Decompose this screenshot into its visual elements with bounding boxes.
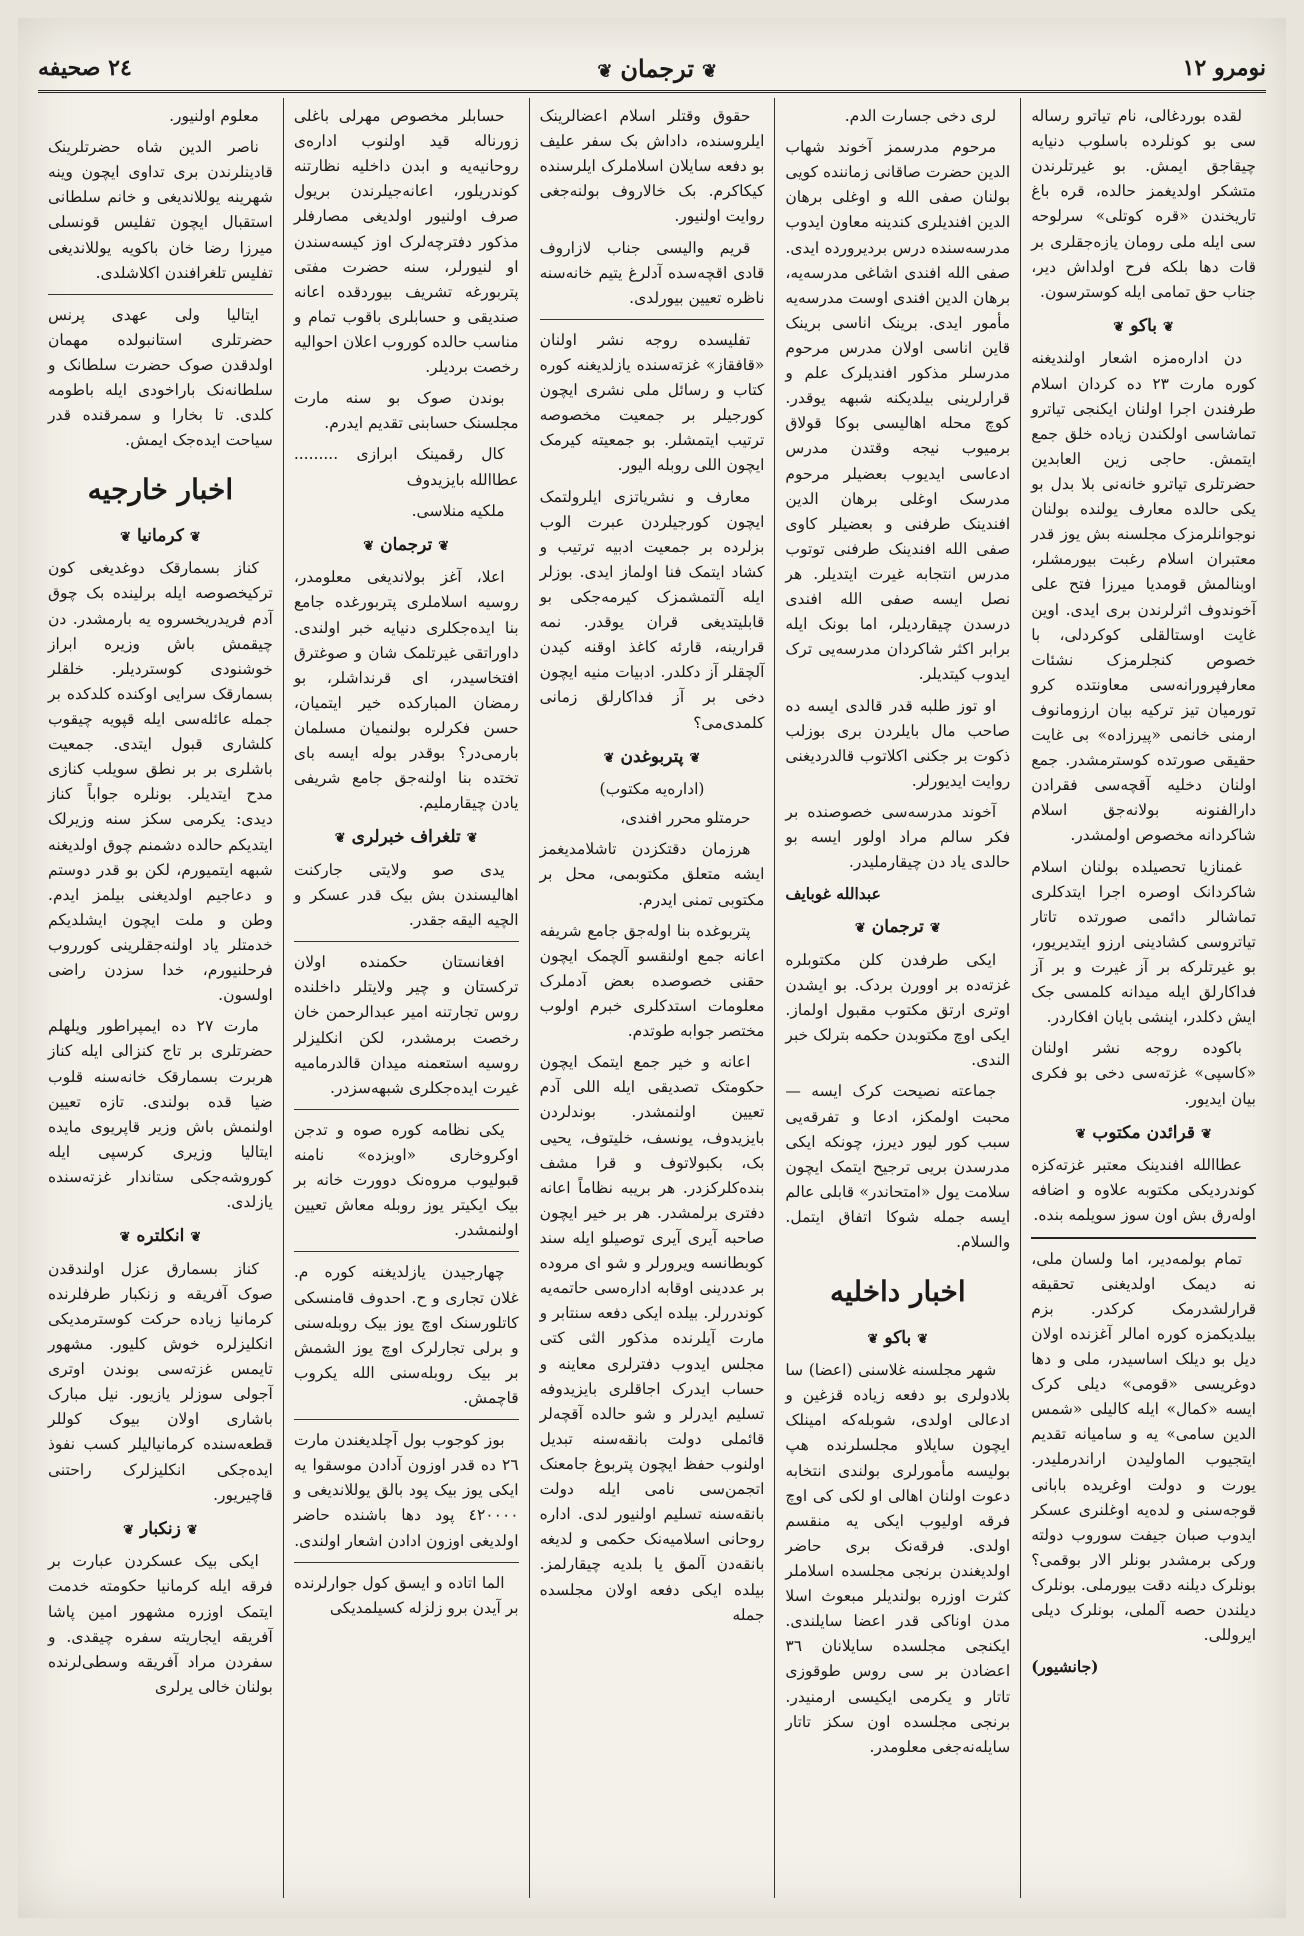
paragraph: مارت ٢٧ ده ایمپراطور ویلهلم حضرتلری بر تاج کنزالی ایله کناز هربرت بسمارقک خانه‌سنه قلوب ضیا قده بولندی. تازه تعیین اولنمش باش وزیر قاپریوی مایده ایتالیا وزیری کرسپی ایله کوروشه‌جکی ستاندار غزته‌سنده یازلدی. — [48, 1017, 273, 1212]
section-heading: ❦ باکو ❦ — [1031, 313, 1256, 341]
paragraph: یکی نظامه کوره صوه و تدجن اوکروخاری «اوبزده» نامنه قبولیوب مروه‌نک دوورت خانه بر بیک ایکیتر یوز روبله معاش تعیین اولنمشدر. — [293, 1120, 519, 1240]
paragraph: لری دخی جسارت الدم. — [844, 107, 997, 125]
paragraph: کال رقمینک ابرازی ......... عطاالله بایزیدوف — [293, 445, 519, 489]
paragraph: کناز بسمارق عزل اولندقدن صوک آفریقه و زنکبار طرفلرنده کرمانیا زیاده حرکت کوسترمدیکی انکلیزلره خوش کلیور. مشهور تایمس غزته‌سی بوندن اوتری آجولی سوزلر یازیور. نیل مبارک باشاری اولان بیوک کوللر قطعه‌سنده کرمانیالیلر کسب نفوذ ایدەجکی انکلیزلرک راحتنی قاچیریور. — [48, 1259, 273, 1504]
paragraph: ایکی طرفدن کلن مکتوبلره غزته‌ده بر اوورن بردک. بو ایشدن اوتری ارتق مکتوب مقبول اولماز. ایکی اوچ مکتوبدن حکمه بترلک خبر الندی. — [785, 950, 1011, 1070]
paragraph: حسابلر مخصوص مهرلی باغلی زورناله قید اولنوب ادارەی روحانیه‌یه و ابدن داخلیه نظارتنه کوندریلور، اعانه‌جیلرندن بریول صرف اولنیور اولدیغی مصارفلر مذکور دفترچه‌لرک اوز کیسه‌سندن او لنیورلر، سنه حضرت مفتی پتربورغه تشریف بیوردقده اعانه صندیقی و حسابلری باقوب تمام و مناسب حالده کوروب اعلان احوالیه رخصت بردیلر. — [293, 107, 519, 377]
column-4 — [283, 98, 529, 1898]
author-signature: عبدالله غوبایف — [785, 884, 881, 904]
paragraph: تفلیسده روجه نشر اولنان «قافقاز» غزته‌سنده یازلدیغنه کوره کتاب و رسائل ملی نشری ایچون کورجیلر بر جمعیت مخصوصه ترتیب ایتمشلر. بو جمعیته کیرمک ایچون اللی روبله الیور. — [539, 330, 765, 475]
paragraph: یدی صو ولایتی جارکنت اهالیسندن بش بیک قدر عسکر و الچیه الیقه جقدر. — [293, 860, 519, 930]
column-5 — [38, 98, 283, 1898]
separator-rule — [294, 941, 519, 942]
separator-rule — [294, 1251, 519, 1252]
paragraph: تمام بولمه‌دیر، اما ولسان ملی، نه دیمک اولدیغنی تحقیقه قرارلشدرمک کرکدر. بزم بیلدیکمزه کوره امالر آغزنده اولان دیل بو دیلک اساسیدر، ملی و دها دوغریسی «قومی» دیلی کرک ایسه «کمال» ایله کالیلی «شمس الدین سامی» یه و سامیانه تقدیم ایتجیوب الماولیدن اراندرملیدر. یورت و دولت اوغریده بابانی قوجه‌سنی و لده‌یه اوغلنری عسکر ایدوب صبان جیفت سوروب دولته ورکی برمشدر بونلر الار بوقمی؟ بونلرک دیلنه دقت بیورملی. بونلرک دیلندن حصه آلملی، بونلرک دیلی ایروللی. — [1031, 1249, 1256, 1645]
separator-rule — [294, 1562, 519, 1563]
issue-number: نومرو ١٢ — [1182, 55, 1266, 81]
paragraph: ایتالیا ولی عهدی پرنس حضرتلری استانبولده مهمان اولدقدن صوک حضرت سلطانک و سلطانه‌نک باراخودی ایله باطومه کلدی. تا بخارا و سمرقنده قدر سیاحت ایده‌جک ایمش. — [48, 305, 273, 450]
paragraph: پتربوغده بنا اوله‌جق جامع شریفه اعانه جمع اولنقسو آلچمک ایچون حقنی خصوصده بعض آدملرک معلومات استدکلری خبرم اولوب مختصر جوابه طوتدم. — [539, 921, 765, 1041]
paragraph: افغانستان حکمنده اولان ترکستان و چیر ولایتلر داخلنده روس تجارتنه امیر عبدالرحمن خان رخصت برمشدر، لکن انکلیزلر روسیه استعمنه میدان قالدرمامیه غیرت ایده‌جکلری شبهه‌سزدر. — [293, 953, 519, 1097]
paragraph: الما اتاده و ایسق کول جوارلرنده بر آیدن برو زلزله کسیلمدیکی — [293, 1573, 519, 1617]
separator-rule — [540, 319, 765, 320]
paragraph: او توز طلبه قدر قالدی ایسه ده صاحب مال بایلردن بری بوزلب ذکوت بر جکنی اکلاتوب قالدردیغنی روایت ایدیورلر. — [785, 696, 1011, 790]
paragraph: معارف و نشریاتزی ایلرولتمک ایچون کورجیلردن عبرت الوب بزلرده بر جمعیت ادبیه ترتیب و کشاد ایتمک فنا اولماز ایدی. بوزلر ایله آلتمشمزک کیرمەجکی بو قابلیتدیغی قران یوقدر. نمه قرارینه، قارئه کاغذ اوقنه کیدن آلچقلر آز دکلدر. ادبیات منیه ایچون دخی بر آز فداکارلق زمانی کلمدی‌می؟ — [539, 487, 765, 732]
separator-rule — [48, 294, 273, 295]
newspaper-page — [18, 18, 1286, 1918]
paragraph: ناصر الدین شاه حضرتلرینک قادینلرندن بری تداوی ایچون وینه شهرینه یوللاندیغی و خانم سلطانی استقبال ایچون تفلیس قونسلی میرزا رضا خان باکویه یوللاندیغی تفلیس تلغرافندن اکلاشلدی. — [48, 138, 273, 282]
section-heading: ❦ کرمانیا ❦ — [48, 523, 273, 551]
section-heading: ❦ ترجمان ❦ — [785, 914, 1010, 942]
paragraph: بوز کوجوب بول آچلدیغندن مارت ٢٦ ده قدر اوزون آدادن موسقوا یه ایکی یوز بیک پود بالق یوللاندیغی و ٤٢٠٠٠٠ پود دها باشنده حاضر اولدیغی اوزون ادادن اشعار اولندی. — [293, 1431, 519, 1550]
column-2 — [774, 98, 1020, 1898]
section-heading: ❦ پتربوغدن ❦ — [540, 744, 765, 772]
paragraph: حقوق وقتلر اسلام اعضالرینک ایلروسنده، داداش بک سفر علیف بو دفعه سایلان اسلاملرک ایلرسنده کیکاکرم. بک خالاروف بولنه‌جغی روایت اولنیور. — [539, 107, 765, 226]
section-heading: ❦ زنکبار ❦ — [48, 1516, 273, 1544]
subheading-note: (ادارەیه مکتوب) — [599, 780, 705, 799]
section-heading: ❦ ترجمان ❦ — [294, 532, 519, 560]
paragraph: غمنازیا تحصیلده بولنان اسلام شاکردانک اوصره اجرا ایتدکلری تماشالر دائمی صورتده تاتار تیاتروسی کشادینی ارزو ایتدیریور، بو غیرتلرکه بر آز غیرت و بر آز فداکارلق ایله میدانه کلمسی جک ایش دکلدر، اینشی بایان افکاردر. — [1031, 857, 1256, 1027]
paragraph: دن ادارەمزه اشعار اولندیغنه کوره مارت ٢٣ ده کردان اسلام طرفندن اجرا اولنان ایکنجی تیاترو تماشاسی اولکندن زیاده خلق جمع ایتمش. حاجی زین العابدین حضرتلری تیاترو خانه‌نی بلا بدل بو یکی حالده معارف یولنده بولنان نوجوانلرمزک مجلسنه بش یوز قدر معتبران اسلام رغبت بیورمشلر، اوبنالمش قومدیا میرزا فتح علی آخوندوف اثرلرندن بری ایدی. اوین غایت اوستالقلی کوکردلی، با خصوص کنجلرمزک نشئات معارفپرورانه‌سی معاونتده کرو تورمیان تیز ترکیه بیان ارزومانوف ارمنی خانمی «پیرزاده» بی غایت حقیقی صورتده کوسترمشدر. جمع اولنان دخلیه آقچه‌سی فقرادن دارالفنونه بولانه‌جق اسلام شاکردانه مخصوص اولمشدر. — [1031, 349, 1257, 845]
paragraph: لقده بوردغالی، نام تیاترو رساله سی بو کونلرده باسلوب دنیایه چیقاجق ایمش. بو غیرتلرندن متشکر اولدیغمز حالده، قره باغ تاریخندن «قره کوتلی» سرلوحه سی ایله ملی رومان یازه‌جقلری بر قات دها بلکه فرح اولداش دیر، جناب حق تمامی ایله کوسترسون. — [1031, 107, 1256, 301]
columns-container — [38, 98, 1266, 1898]
column-3 — [529, 98, 775, 1898]
paragraph: کناز بسمارقک دوغدیغی کون ترکیخصوصه ایله برلینده بک چوق آدم فریدریخسروه یه بارمشدر. دن چیقمش باش وزیره ابراز خوشنودی کوستردیلر. خلقلر بسمارقک سرایی اوکنده کلدکده بر جمله عائله‌سی ایله قپویه چیقوب کلشاری قبول ایتدی. جمعیت باشلری بر بر نطق سویلب کنازی مدح ایتدیلر. بونلره جواباً کناز دیدی: یکرمی سکز سنه وزیرلک ایتدیکم حالده دشمنم چوق اولدیغنه شبهه ایتمیورم، لکن بو قدر دوستم و دعاجیم اولدیغنی بیلمز ایدم. وطن و ملت ایچون ایشلدیکم خدمتلر یاد اولنه‌جقلرینی کورروب فرحلنیورم، خدا سزدن راضی اولسون. — [48, 559, 273, 1005]
paragraph: ایکی بیک عسکردن عبارت بر فرقه ایله کرمانیا حکومته خدمت ایتمک اوزره مشهور امین پاشا آفریقه ایجاریته سفره چیقدی. و سفردن مراد آفریقه وسطی‌لرنده بولنان خالی یرلری — [48, 1552, 273, 1696]
major-heading: اخبار خارجیه — [87, 473, 234, 507]
paragraph: اعلا، آغز بولاندیغی معلومدر، روسیه اسلاملری پتربورغده جامع بنا ایده‌جکلری دنیایه خبر اولندی. داوراتقی غیرتلمک شان و صوغترق افتخاسیدر، ای قرنداشلر، بو رمضان المبارکده خیر ایتمیان، حسن فکرلره بولنمیان مسلمان بارمی‌در؟ بوقدر بوله ایسه بای تختده بنا اولنه‌جق جامع شریفی یادن چیقارملیم. — [293, 568, 519, 813]
section-heading: ❦ قرائدن مکتوب ❦ — [1031, 1120, 1256, 1148]
paragraph: بوندن صوک بو سنه مارت مجلسنک حسابنی تقدیم ایدرم. — [293, 389, 519, 433]
page-number: ٢٤ صحیفه — [38, 55, 132, 81]
masthead — [38, 48, 1266, 88]
paragraph: اعانه و خیر جمع ایتمک ایچون حکومتک تصدیقی ایله اللی آدم تعیین اولنمشدر. بوندلردن بایزیدوف، یونسف، خلیتوف، یحیی بک، بکبولاتوف و قرا مشف بندەکلرکزدر. هر بریبه نظاماً اعانه دفتری برلمشدر. هر بر خیر ایچون صاحبه آیری آیری توصیلو ایله سند کوبطانسه ویرورلر و شو ای مروده بر عددینی اوقابه ادارەسی حاتمه‌یه کوندررلر. بیلده ایکی دفعه سنتابر و مارت آیلرنده مذکور الثی کتی مجلس ایدوب دفترلری معاینه و حساب ایدرک اجاقلری بایزیدوفه تسلیم ایدرلر و شو حالده آقچه‌لر قائملی دولت بانقه‌سنه تبدیل اولنوب حفظ ایچون پتربوغ جامعنک اتجمن‌سی نامی ایله دولت بانقه‌سنه تسلیم اولنیور لدی. اداره روحانی اسلامیه‌نک حکمی و لدیغه بانقەدن آلمق یا بلدیه چیقارلمز. بیلده ایکی دفعه اولان مجلسده جمله — [539, 1053, 765, 1624]
column-1 — [1020, 98, 1266, 1898]
paragraph: باکوده روجه نشر اولنان «کاسپی» غزته‌سی دخی بو فکری بیان ایدیور. — [1031, 1039, 1256, 1108]
section-heading: ❦ تلغراف خبرلری ❦ — [294, 824, 519, 852]
newspaper-title: ❦ ترجمان ❦ — [589, 54, 725, 83]
paragraph: شهر مجلسنه غلاسنی (اعضا) سا بلادولری بو دفعه زیاده قزغین و ادعالی اولدی، شوبلەکه امینلک ایچون سایلاو مجلسلرنده هپ بولیسه مأمورلری بولندی انتخابه دعوت اولنان اهالی او لکی کی اوچ فرقه اولیوب ایکی یه منقسم اولدی. فرقه‌نک بری حاضر اولدیغندن برنجی مجلسده اسلاملر کثرت اوزره بولندیلر مبعوث اسلا مدن اوناکی قدر اعضا سایلندی. ایکنجی مجلسده سایلانان ٣٦ اعضادن بر سی روس طوقوزی تاتار و یکرمی ایکیسی ارمنیدر. برنجی مجلسده اون سکز تاتار سایله‌نه‌جغی معلومدر. — [785, 1361, 1011, 1756]
paragraph: معلوم اولنیور. — [169, 107, 259, 125]
separator-rule — [294, 1109, 519, 1110]
paragraph: هرزمان دقتکزدن تاشلامدیغمز ایشه متعلق مکتوبمی، محل بر مکتوبی تمنی ایدرم. — [539, 840, 765, 909]
separator-rule — [294, 1419, 519, 1420]
paragraph: عطاالله افندینک معتبر غزته‌کزه کوندردیکی مکتوبه علاوه و اضافه اولەرق بش اون سوز سویلمه بنده. — [1031, 1156, 1256, 1225]
separator-rule-thick — [1031, 1237, 1256, 1239]
paragraph: ملکیه منلاسی. — [411, 501, 505, 520]
masthead-rule — [38, 90, 1266, 93]
paragraph: حرمتلو محرر افندی، — [620, 809, 751, 828]
paragraph: جماعته نصیحت کرک ایسه — محبت اولمکز، ادعا و تفرقه‌یی سبب کور لیور دیرز، چونکه ایکی مدرسدن بریی ترجیح ایتمک ایچون سلامت یول «امتحاندر» قابلی عالم ایسه جمله شوکا اتفاق ایتمل. والسلام. — [785, 1082, 1011, 1252]
paragraph: مرحوم مدرسمز آخوند شهاب الدین حضرت صاقانی زماننده کویی بولنان صفی الله و اوغلی برهان الدین افندیلری کندینه معاون ایدوب مدرسه‌سنده درس بردیرورده ایدی. صفی الله افندی اشاغی مدرسه‌یه، برهان الدین افندی اوست مدرسه‌یه مأمور ایدی. برینک اناسی برینک قاین اناسی اولان مدرس مرحوم مدرسلر مذکور افندیلرک علم و قرارلرینی بیلدیکنه شبهه یوقدر. کوچ محله اهالیسی بوکا قولاق برمیوب نیجه وقتدن مدرس ادعاسی ایدیوب بعضیلر مرحوم مدرسک اوغلی برهان الدین افندینک طرفنی و بعضیلر کاوی صفی الله افندینک طرفنی توتوب مدرس انتجابه غیرت ایتدیلر. هر نصل ایسه صفی الله افندی درسدن چیقاردیلر، اما بونک ایله برابر اکثر شاکردان مدرسه‌یی ترک ایدوب کیتدیلر. — [785, 138, 1011, 684]
section-heading: ❦ باکو ❦ — [785, 1325, 1010, 1353]
paragraph: آخوند مدرسه‌سی خصوصنده بر فکر سالم مراد اولور ایسه بو حالدی یاد دن چیقارملیدر. — [785, 802, 1011, 872]
paragraph: چهارجیدن یازلدیغنه کوره م. غلان تجاری و ح. احدوف قامنسکی کاتلورسنک اوچ یوز بیک روبله‌سنی و برلی تجارلرک اوچ یوز الشمش بر بیک روبله‌سنی الله یکروب قاچمش. — [293, 1263, 519, 1407]
paragraph: قریم والیسی جناب لازاروف قادی اقچه‌سده آدلرغ یتیم خانه‌سنه ناظره تعیین بیورلدی. — [539, 238, 765, 307]
major-heading: اخبار داخلیه — [829, 1275, 966, 1309]
section-heading: ❦ انکلتره ❦ — [48, 1223, 273, 1251]
continued-note: (جانشیور) — [1031, 1657, 1099, 1677]
